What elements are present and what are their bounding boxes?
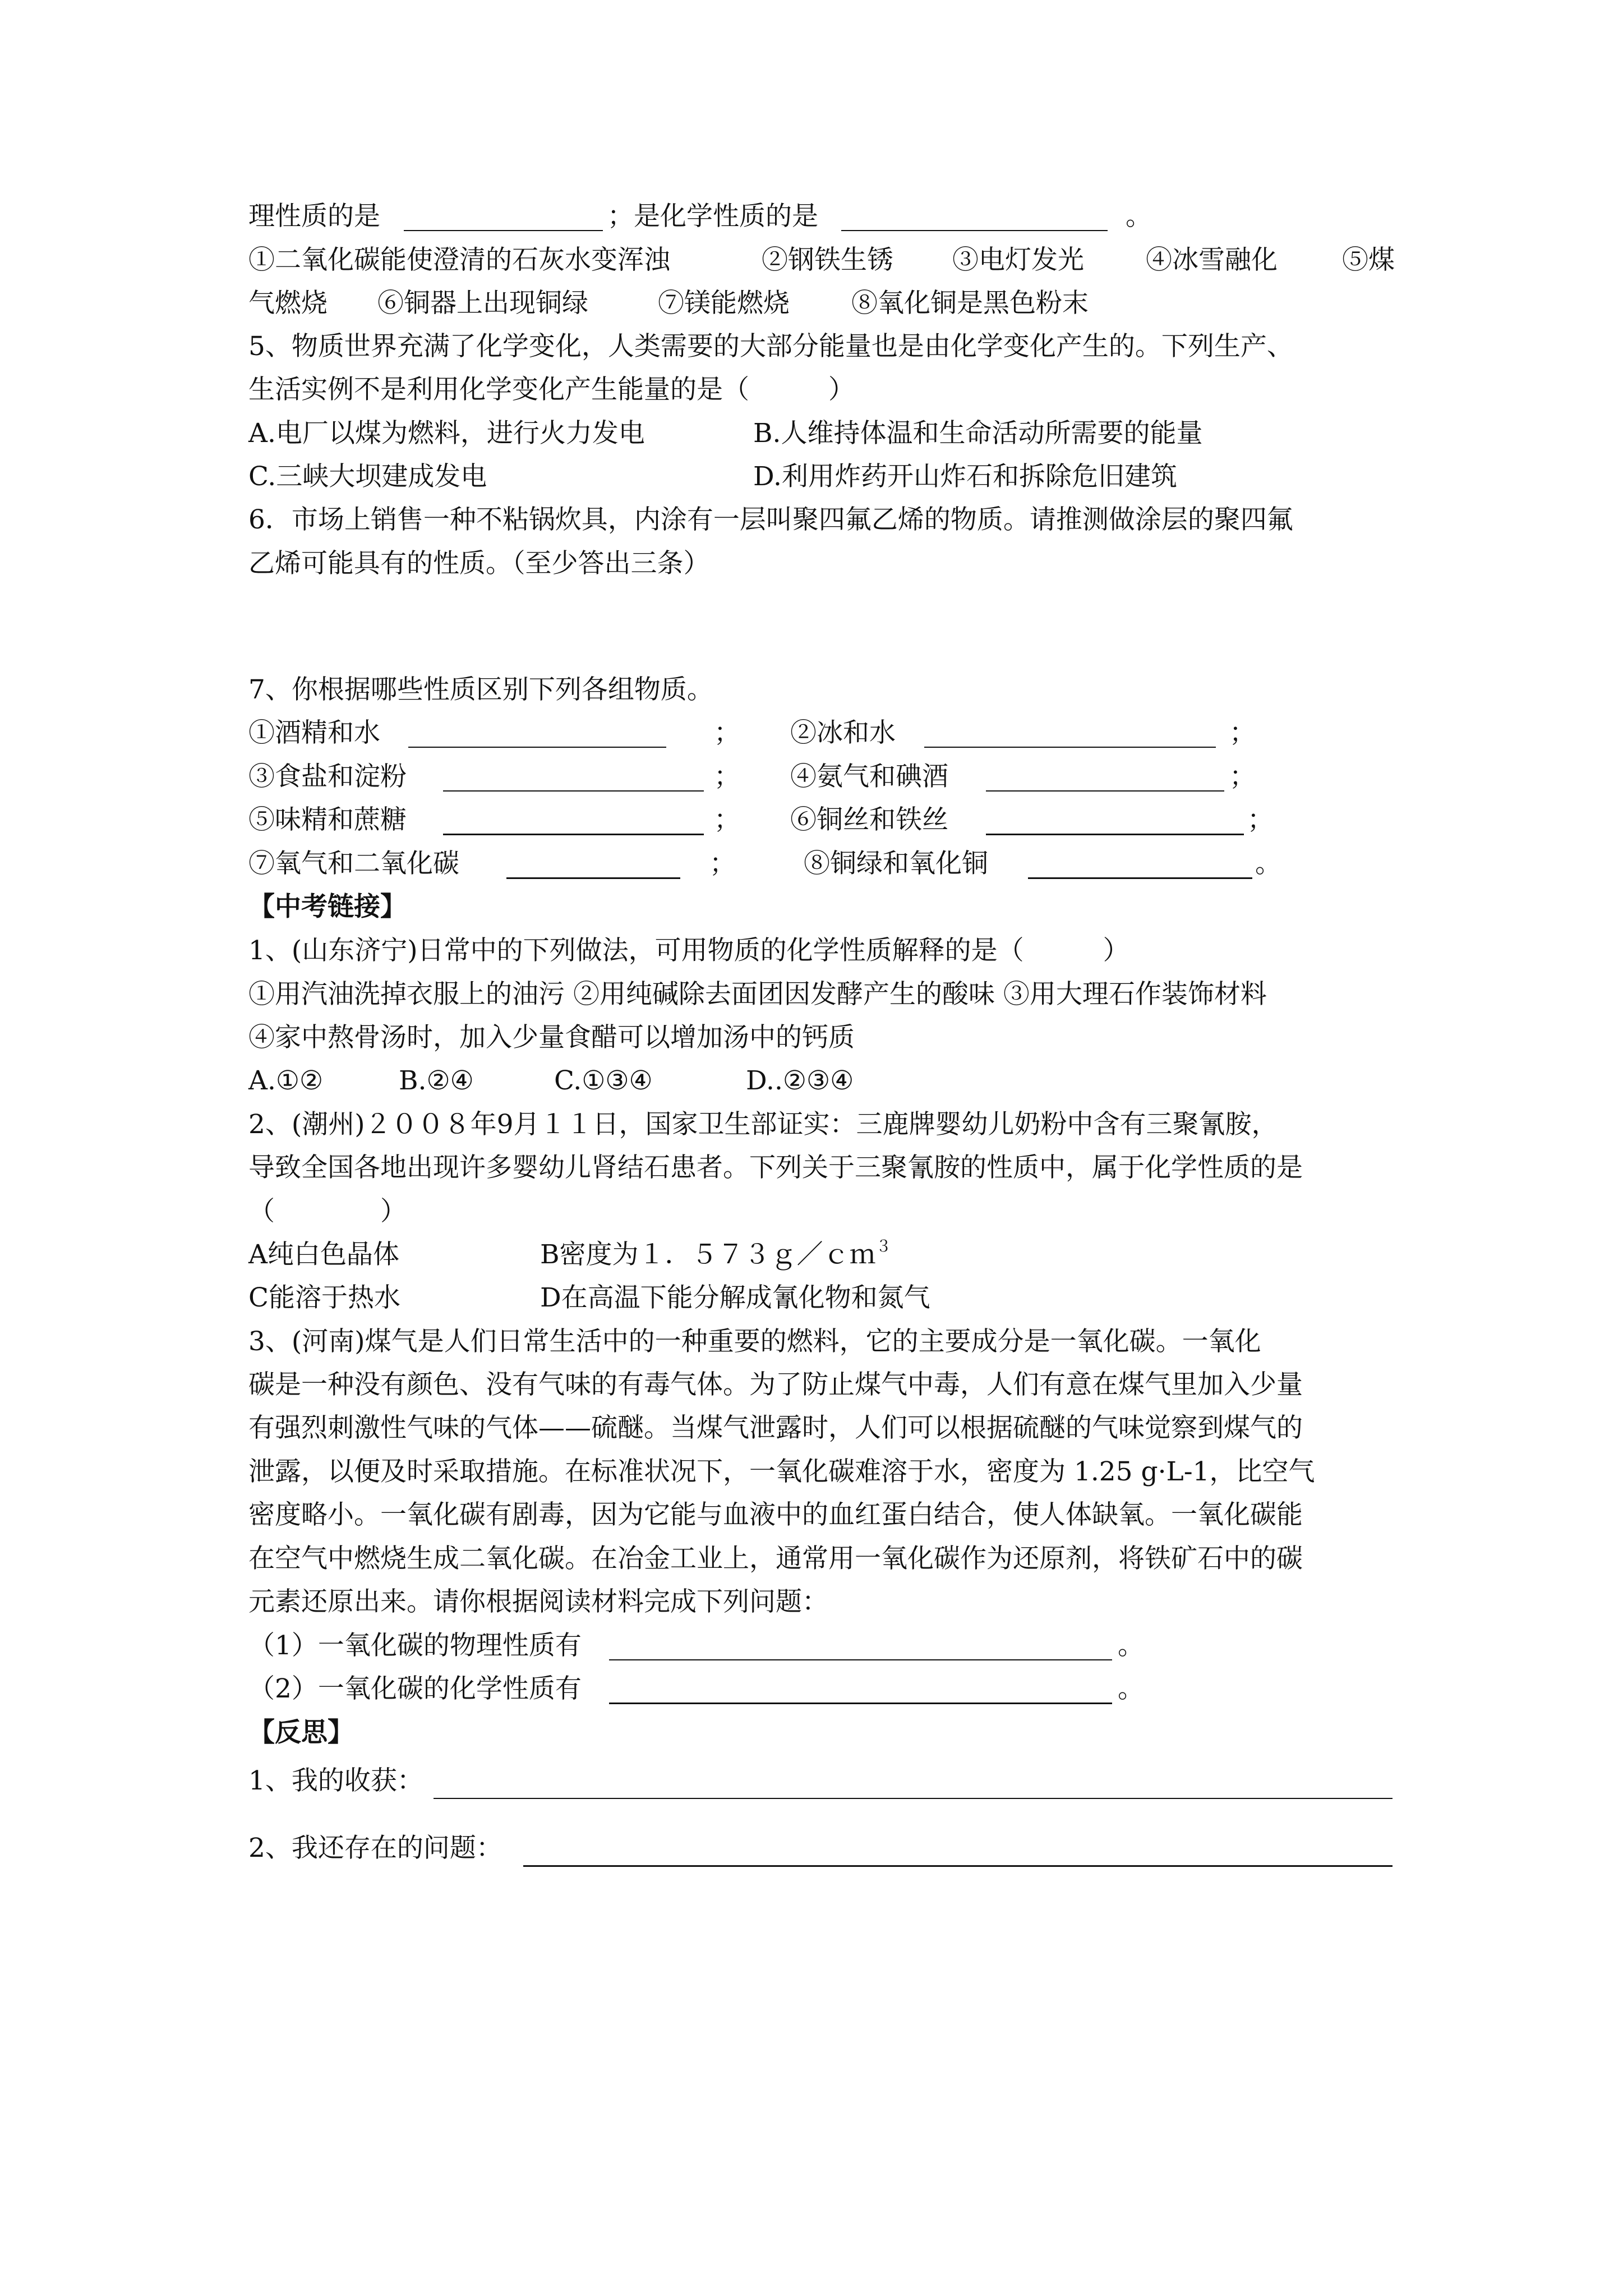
zk-q1-line-2: ①用汽油洗掉衣服上的油污 ②用纯碱除去面团因发酵产生的酸味 ③用大理石作装饰材料: [248, 979, 1267, 1010]
q7-end: 。: [1255, 848, 1281, 879]
zk-q3-line-1: 3、(河南)煤气是人们日常生活中的一种重要的燃料，它的主要成分是一氧化碳。一氧化: [248, 1326, 1261, 1357]
zhongkao-heading: 【中考链接】: [248, 891, 407, 922]
q7-blank-1[interactable]: [408, 722, 666, 748]
zk-q3-line-4: 泄露，以便及时采取措施。在标准状况下，一氧化碳难溶于水，密度为 1.25 g·L-1，比空气: [248, 1456, 1315, 1487]
q4-option-2: ②钢铁生锈: [762, 245, 893, 275]
zk-q3-sub-1-end: 。: [1118, 1630, 1144, 1661]
q4-option-5-cont: 气燃烧: [248, 288, 328, 319]
co-physical-properties-blank[interactable]: [609, 1635, 1112, 1660]
q7-sep-2: ；: [1229, 717, 1256, 748]
zk-q2-line-3: （ ）: [248, 1196, 407, 1227]
q4-option-8: ⑧氧化铜是黑色粉末: [851, 288, 1089, 319]
q7-sep-1: ；: [714, 717, 740, 748]
q4-option-7: ⑦镁能燃烧: [658, 288, 790, 319]
zk-q2-line-1: 2、(潮州)２００８年9月１１日，国家卫生部证实：三鹿牌婴幼儿奶粉中含有三聚氰胺，: [248, 1109, 1278, 1140]
zk-q3-sub-2-label: （2）一氧化碳的化学性质有: [248, 1673, 582, 1704]
q7-item-5: ⑤味精和蔗糖: [248, 804, 407, 835]
intro-text-b: ；是化学性质的是: [607, 201, 818, 232]
q7-item-4: ④氨气和碘酒: [790, 761, 948, 792]
q7-title: 7、你根据哪些性质区别下列各组物质。: [248, 674, 713, 705]
zk-q1-option-a: A.①②: [248, 1065, 324, 1096]
q4-option-6: ⑥铜器上出现铜绿: [377, 288, 588, 319]
zk-q2-option-b: [540, 1238, 892, 1272]
q7-item-8: ⑧铜绿和氧化铜: [804, 848, 988, 879]
q7-item-3: ③食盐和淀粉: [248, 761, 407, 792]
q5-stem-line-1: 5、物质世界充满了化学变化，人类需要的大部分能量也是由化学变化产生的。下列生产、: [248, 331, 1293, 362]
zk-q2-option-d: D在高温下能分解成氰化物和氮气: [540, 1282, 930, 1313]
fansi-q2-label: 2、我还存在的问题：: [248, 1833, 502, 1864]
zk-q3-sub-1-label: （1）一氧化碳的物理性质有: [248, 1630, 582, 1661]
chemical-answer-blank[interactable]: [841, 205, 1108, 231]
q6-stem-line-2: 乙烯可能具有的性质。（至少答出三条）: [248, 548, 710, 579]
intro-text-a: 理性质的是: [248, 201, 380, 232]
zk-q3-line-3: 有强烈刺激性气味的气体——硫醚。当煤气泄露时，人们可以根据硫醚的气味觉察到煤气的: [248, 1412, 1303, 1443]
q6-stem-line-1: 6．市场上销售一种不粘锅炊具，内涂有一层叫聚四氟乙烯的物质。请推测做涂层的聚四氟: [248, 504, 1293, 535]
q5-option-c: C.三峡大坝建成发电: [248, 461, 487, 492]
q7-item-7: ⑦氧气和二氧化碳: [248, 848, 459, 879]
q5-option-d: D.利用炸药开山炸石和拆除危旧建筑: [753, 461, 1177, 492]
zk-q3-line-2: 碳是一种没有颜色、没有气味的有毒气体。为了防止煤气中毒，人们有意在煤气里加入少量: [248, 1369, 1303, 1400]
q7-blank-3[interactable]: [443, 766, 704, 792]
q7-blank-6[interactable]: [986, 809, 1244, 835]
zk-q1-option-c: C.①③④: [554, 1065, 653, 1096]
zk-q3-sub-2-end: 。: [1118, 1673, 1144, 1704]
q7-blank-8[interactable]: [1028, 853, 1252, 879]
zk-q2-option-b-sup: ３: [875, 1237, 892, 1255]
fansi-q1: [248, 1764, 1415, 1798]
zk-q1-option-b: B.②④: [399, 1065, 474, 1096]
q7-sep-6: ；: [1247, 804, 1274, 835]
q5-option-a: A.电厂以煤为燃料，进行火力发电: [248, 418, 645, 449]
co-chemical-properties-blank[interactable]: [609, 1678, 1112, 1704]
fansi-heading: 【反思】: [248, 1717, 354, 1748]
zk-q3-line-6: 在空气中燃烧生成二氧化碳。在冶金工业上，通常用一氧化碳作为还原剂，将铁矿石中的碳: [248, 1543, 1303, 1574]
q7-sep-3: ；: [714, 761, 740, 792]
q4-option-3: ③电灯发光: [952, 245, 1084, 275]
zk-q2-option-b-text: B密度为１．５７３ｇ／ｃｍ: [540, 1239, 876, 1270]
intro-text-c: 。: [1126, 201, 1152, 232]
remaining-questions-blank[interactable]: [523, 1841, 1393, 1867]
zk-q2-option-a: A纯白色晶体: [248, 1239, 399, 1270]
q7-blank-7[interactable]: [506, 853, 680, 879]
q5-stem-line-2: 生活实例不是利用化学变化产生能量的是（ ）: [248, 374, 855, 405]
zk-q1-stem: 1、(山东济宁)日常中的下列做法，可用物质的化学性质解释的是（ ）: [248, 935, 1129, 966]
q7-sep-4: ；: [1229, 761, 1256, 792]
intro-line: [248, 200, 1415, 233]
q7-item-2: ②冰和水: [790, 717, 896, 748]
q7-item-6: ⑥铜丝和铁丝: [790, 804, 948, 835]
q4-option-5: ⑤煤: [1342, 245, 1395, 275]
zk-q2-line-2: 导致全国各地出现许多婴幼儿肾结石患者。下列关于三聚氰胺的性质中，属于化学性质的是: [248, 1152, 1303, 1183]
q7-sep-5: ；: [714, 804, 740, 835]
q4-option-1: ①二氧化碳能使澄清的石灰水变浑浊: [248, 245, 670, 275]
q5-option-b: B.人维持体温和生命活动所需要的能量: [753, 418, 1203, 449]
my-gains-blank[interactable]: [434, 1773, 1393, 1799]
zk-q3-sub-1: [248, 1629, 1415, 1663]
q7-blank-5[interactable]: [443, 809, 704, 835]
zk-q3-line-5: 密度略小。一氧化碳有剧毒，因为它能与血液中的血红蛋白结合，使人体缺氧。一氧化碳能: [248, 1499, 1303, 1530]
zk-q3-line-7: 元素还原出来。请你根据阅读材料完成下列问题：: [248, 1586, 828, 1617]
zk-q2-option-c: C能溶于热水: [248, 1282, 400, 1313]
fansi-q1-label: 1、我的收获：: [248, 1765, 423, 1796]
q7-sep-7: ；: [709, 848, 736, 879]
q4-option-4: ④冰雪融化: [1146, 245, 1278, 275]
q7-blank-2[interactable]: [924, 722, 1216, 748]
physical-answer-blank[interactable]: [404, 205, 603, 231]
fansi-q2: [248, 1832, 1415, 1865]
q7-item-1: ①酒精和水: [248, 717, 380, 748]
zk-q1-line-3: ④家中熬骨汤时，加入少量食醋可以增加汤中的钙质: [248, 1022, 855, 1053]
zk-q1-option-d: D..②③④: [746, 1065, 854, 1096]
q7-blank-4[interactable]: [986, 766, 1224, 792]
zk-q3-sub-2: [248, 1672, 1415, 1706]
